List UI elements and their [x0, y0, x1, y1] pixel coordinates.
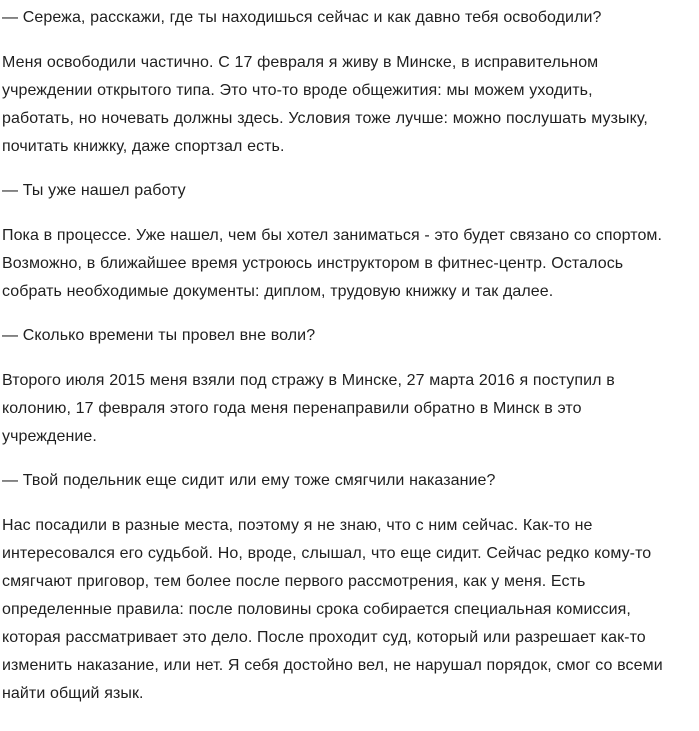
- question-paragraph-3: — Сколько времени ты провел вне воли?: [2, 327, 316, 344]
- question-paragraph-1: — Сережа, расскажи, где ты находишься сейчас и как давно тебя освободили?: [2, 9, 602, 26]
- question-paragraph-4: — Твой подельник еще сидит или ему тоже смягчили наказание?: [2, 472, 496, 489]
- answer-paragraph-4: Нас посадили в разные места, поэтому я не знаю, что с ним сейчас. Как-то не интересовался его судьбой. Но, вроде, слышал, что еще сидит. Сейчас редко кому-то смягчают приговор, тем более после первого рассмотрения, как у меня. Есть определенные правила: после половины срока собирается специальная комиссия, которая рассматривает это дело. После проходит суд, который или разрешает как-то изменить наказание, или нет. Я себя достойно вел, не нарушал порядок, смог со всеми найти общий язык.: [2, 517, 663, 702]
- answer-paragraph-3: Второго июля 2015 меня взяли под стражу в Минске, 27 марта 2016 я поступил в колонию, 17 февраля этого года меня перенаправили обратно в Минск в это учреждение.: [2, 372, 615, 445]
- answer-paragraph-2: Пока в процессе. Уже нашел, чем бы хотел заниматься - это будет связано со спортом. Возможно, в ближайшее время устроюсь инструктором в фитнес-центр. Осталось собрать необходимые документы: диплом, трудовую книжку и так далее.: [2, 227, 663, 300]
- answer-paragraph-1: Меня освободили частично. С 17 февраля я живу в Минске, в исправительном учреждении открытого типа. Это что-то вроде общежития: мы можем уходить, работать, но ночевать должны здесь. Условия тоже лучше: можно послушать музыку, почитать книжку, даже спортзал есть.: [2, 54, 648, 155]
- question-paragraph-2: — Ты уже нашел работу: [2, 182, 186, 199]
